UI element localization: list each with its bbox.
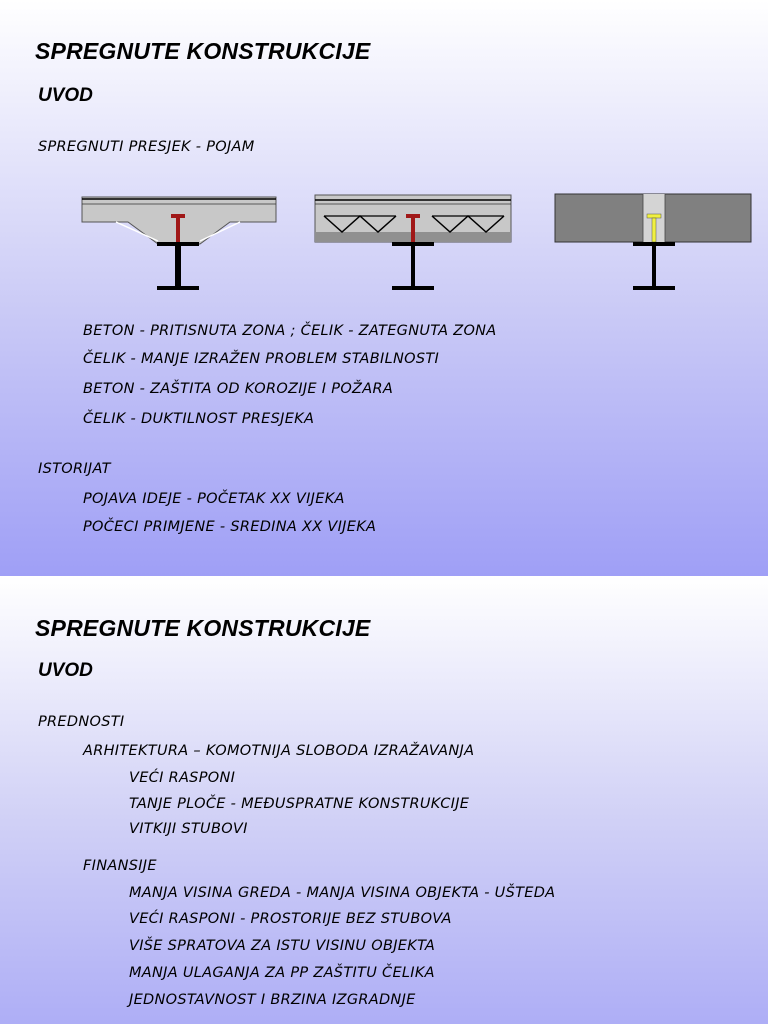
point-2: ČELIK - MANJE IZRAŽEN PROBLEM STABILNOSTI xyxy=(83,351,440,367)
slide-2 xyxy=(0,576,768,1024)
slide-2-title: SPREGNUTE KONSTRUKCIJE xyxy=(35,615,371,641)
concept-heading: SPREGNUTI PRESJEK - POJAM xyxy=(38,139,255,155)
architecture-heading: ARHITEKTURA – KOMOTNIJA SLOBODA IZRAŽAVANJA xyxy=(83,743,475,759)
point-1: BETON - PRITISNUTA ZONA ; ČELIK - ZATEGNUTA ZONA xyxy=(83,323,497,339)
cross-section-haunch-diagram xyxy=(80,192,280,292)
fin-item-5: JEDNOSTAVNOST I BRZINA IZGRADNJE xyxy=(129,992,416,1008)
arch-item-1: VEĆI RASPONI xyxy=(129,770,236,786)
slide-1-title: SPREGNUTE KONSTRUKCIJE xyxy=(35,38,371,64)
fin-item-3: VIŠE SPRATOVA ZA ISTU VISINU OBJEKTA xyxy=(129,938,436,954)
point-3: BETON - ZAŠTITA OD KOROZIJE I POŽARA xyxy=(83,381,394,397)
cross-section-truss-deck-diagram xyxy=(312,192,516,292)
advantages-heading: PREDNOSTI xyxy=(38,714,125,730)
fin-item-2: VEĆI RASPONI - PROSTORIJE BEZ STUBOVA xyxy=(129,911,452,927)
cross-section-embedded-diagram xyxy=(553,192,753,292)
fin-item-4: MANJA ULAGANJA ZA PP ZAŠTITU ČELIKA xyxy=(129,965,435,981)
slide-1-subtitle: UVOD xyxy=(38,85,93,106)
fin-item-1: MANJA VISINA GREDA - MANJA VISINA OBJEKTA - UŠTEDA xyxy=(129,885,556,901)
history-heading: ISTORIJAT xyxy=(38,461,111,477)
arch-item-2: TANJE PLOČE - MEĐUSPRATNE KONSTRUKCIJE xyxy=(129,796,470,812)
history-item-1: POJAVA IDEJE - POČETAK XX VIJEKA xyxy=(83,491,345,507)
point-4: ČELIK - DUKTILNOST PRESJEKA xyxy=(83,411,315,427)
finance-heading: FINANSIJE xyxy=(83,858,157,874)
arch-item-3: VITKIJI STUBOVI xyxy=(129,821,248,837)
history-item-2: POČECI PRIMJENE - SREDINA XX VIJEKA xyxy=(83,519,377,535)
slide-2-subtitle: UVOD xyxy=(38,660,93,681)
